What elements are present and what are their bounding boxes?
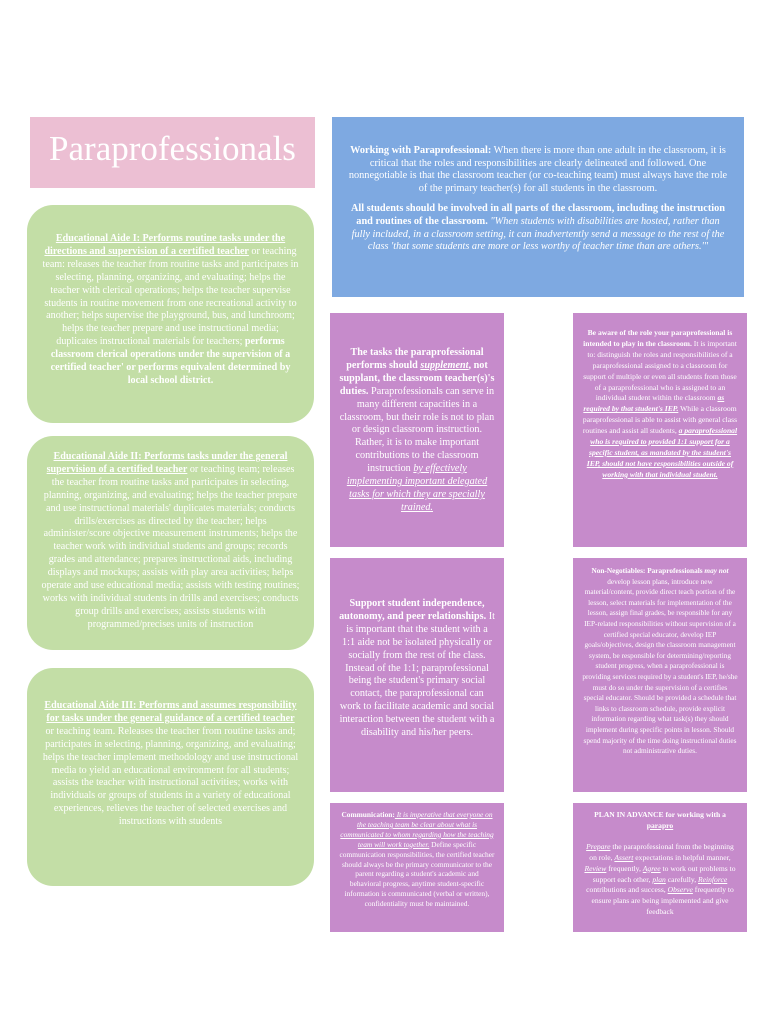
- aide3-heading: Educational Aide III: Performs and assumes responsibility for tasks under the general guidance of a certified teacher: [44, 700, 297, 724]
- supplement-box: The tasks the paraprofessional performs should supplement, not supplant, the classroom teacher(s)'s duties. Paraprofessionals can serve in many different capacities in a classroom, but their role is not to plan or design classroom instruction. Rather, it is to make important contributions to the classroom instruction by effectively implementing important delegated tasks for which they are specially trained.: [330, 313, 504, 547]
- communication-box: Communication: It is imperative that everyone on the teaching team be clear about what is communicated to whom regarding how the teaching team will work together. Define specific communication responsibilities, the certified teacher should always be the primary communicator to the parent regarding a student's academic and behavioral progress, anytime student-specific information is communicated (verbal or written), confidentiality must be maintained.: [330, 803, 504, 932]
- educational-aide-2-box: [27, 436, 314, 650]
- aide3-text: or teaching team. Releases the teacher from routine tasks and; participates in selecting, planning, organizing, and evaluating; helps the teacher implement methodology and use instructional media to yield an educational environment for all students; assists the teacher with instructional activities; works with individuals or groups of students in a variety of educational experiences, relieves the teacher of selected exercises and instructions with students: [42, 725, 299, 828]
- aide1-heading: Educational Aide I: Performs routine tasks under the directions and supervision of a certified teacher: [44, 233, 286, 257]
- educational-aide-3-box: [27, 668, 314, 886]
- plan-in-advance-box: [573, 803, 747, 932]
- aide2-text: or teaching team; releases the teacher from routine tasks and participates in selecting, planning, organizing, and evaluating; helps the teacher prepare and use instructional materials' duplicates materials; conducts drills/exercises as directed by the teacher; helps administer/score objective measurement instruments; helps the teacher work with individual students and groups; records grades and attendance; prepares instructional aids, including displays and mockups; assists with play area activities; helps operate and use educational media; assists with testing routines; works with individual students in drills and exercises; conducts group drills and exercises; assists students with programmed/precises units of instruction: [41, 463, 300, 630]
- support-independence-box: Support student independence, autonomy, and peer relationships. It is important that the student with a 1:1 aide not be isolated physically or socially from the rest of the class. Instead of the 1:1; paraprofessional being the student's primary social contact, the paraprofessional can work to facilitate academic and social interaction between the student with a disability and his/her peers.: [330, 558, 504, 792]
- aide1-bold: performs classroom clerical operations under the supervision of a certified teacher' or performs equivalent determined by local school district.: [50, 336, 291, 386]
- plan-heading: PLAN IN ADVANCE for working with a parapro: [594, 810, 726, 830]
- plan-body: Prepare the paraprofessional from the beginning on role, Assert expectations in helpful manner, Review frequently, Agree to work out problems to support each other, plan carefully, Reinforce contributions and success, Observe frequently to ensure plans are being implemented and give feedback: [584, 841, 736, 917]
- working-inclusion: All students should be involved in all parts of the classroom, including the instruction and routines of the classroom. "When students with disabilities are hosted, rather than fully included, in a classroom setting, it can inadvertently send a message to the rest of the class 'that some students are more or less worthy of teacher time than are others.'": [351, 203, 725, 253]
- page-title: Paraprofessionals: [30, 117, 315, 188]
- working-intro: Working with Paraprofessional: When there is more than one adult in the classroom, it is critical that the roles and responsibilities are clearly delineated and followed. One nonnegotiable is that the classroom teacher (or co-teaching team) must always have the role of the primary teacher(s) for all students in the classroom.: [348, 145, 728, 194]
- aide1-text: or teaching team: releases the teacher from routine tasks and participates in selecting, planning, organizing, and evaluating; helps the teacher with clerical operations; helps the teacher supervise students in routine movement from one recreational activity to another; helps supervise the playground, bus, and lunchroom; helps the teacher prepare and use instructional media; duplicates instructional materials for teachers;: [42, 245, 299, 348]
- working-with-paraprofessional-box: [332, 117, 744, 297]
- role-awareness-box: Be aware of the role your paraprofessional is intended to play in the classroom. It is important to: distinguish the roles and responsibilities of a paraprofessional assigned to a classroom for support of multiple or even all students from those of a paraprofessional who is assigned to an individual student within the classroom as required by that student's IEP. While a classroom paraprofessional is able to assist with general class routines and assist all students, a paraprofessional who is required to provided 1:1 support for a specific student, as mandated by the student's IEP, should not have responsibilities outside of working with that individual student.: [573, 313, 747, 547]
- educational-aide-1-box: [27, 205, 314, 423]
- non-negotiables-box: Non-Negotiables: Paraprofessionals may not develop lesson plans, introduce new material/content, provide direct teach portion of the lesson, select materials for implementation of the lesson, assign final grades, be responsible for any IEP-related responsibilities without supervision of a certified special educator, develop IEP goals/objectives, design the classroom management system, be responsible for determining/reporting student progress, when a paraprofessional is providing services required by a student's IEP, he/she must do so under the supervision of a certifies special educator. Should be provided a schedule that links to classroom schedule, provide explicit information regarding what task(s) they should implement during specific points in lesson. Should spend majority of the time doing instructional duties not administrative duties.: [573, 558, 747, 792]
- aide2-heading: Educational Aide II: Performs tasks under the general supervision of a certified teacher: [46, 451, 288, 475]
